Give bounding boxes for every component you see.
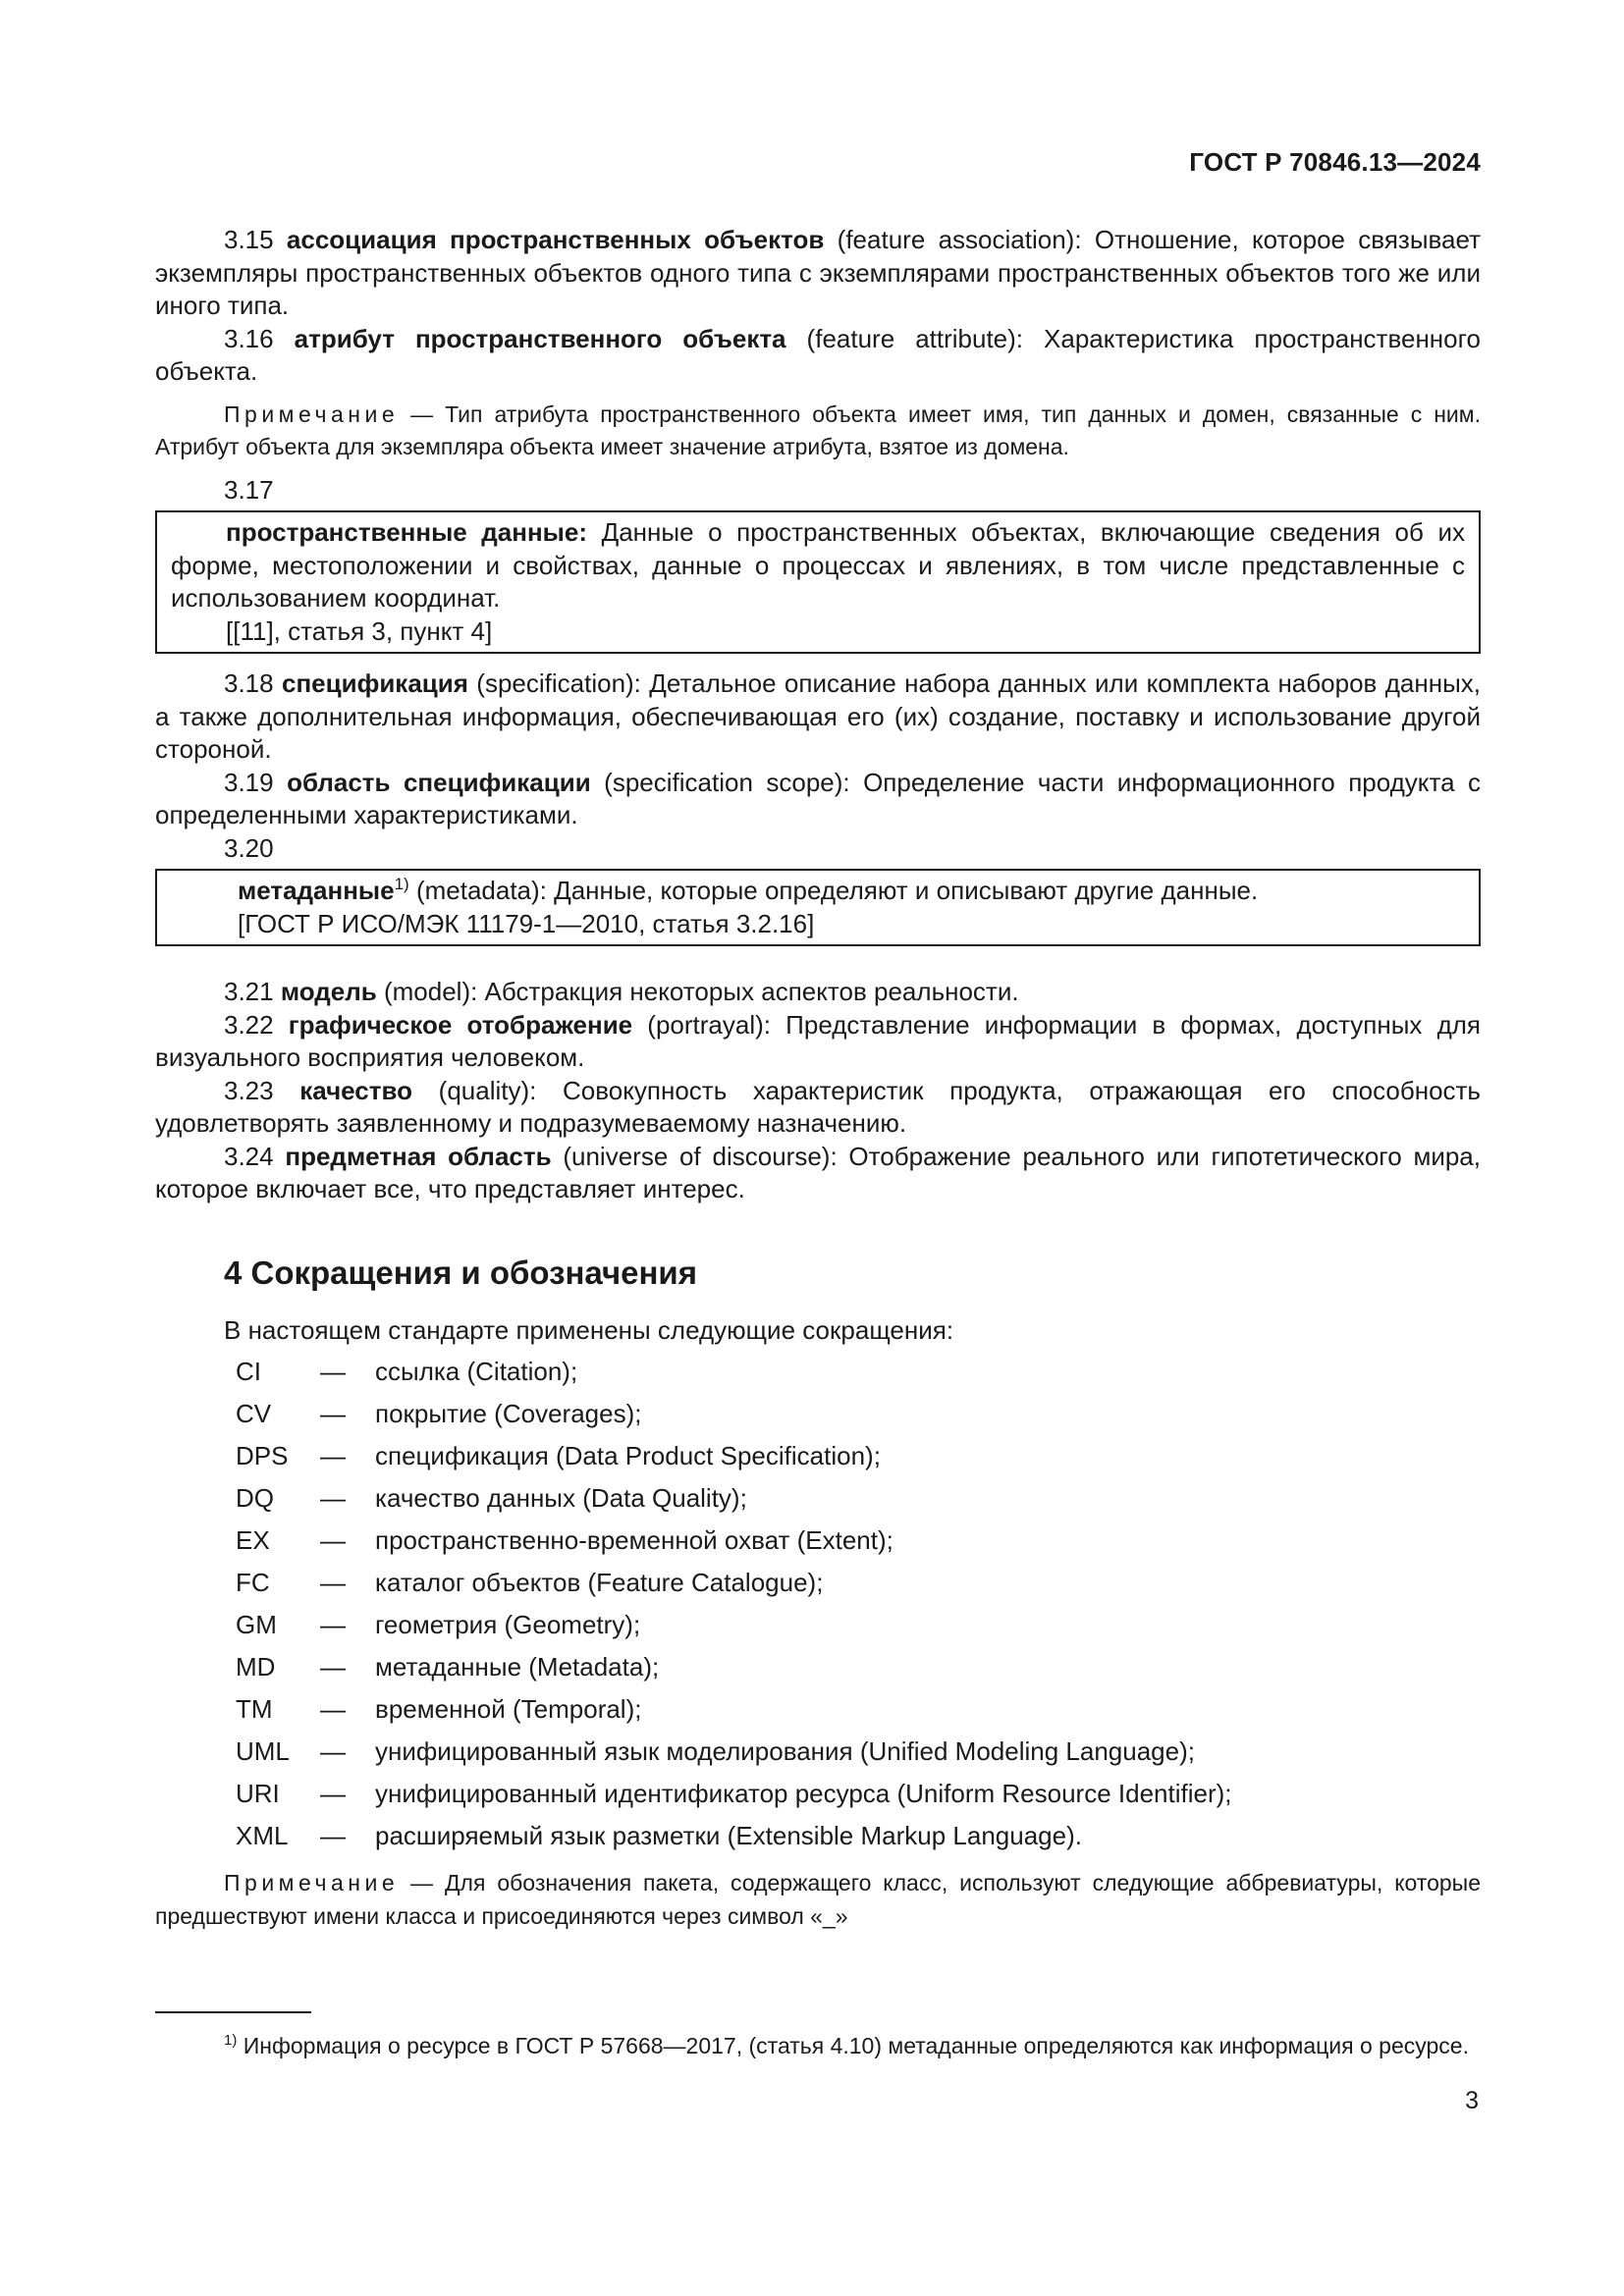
term-number: 3.15 xyxy=(224,225,274,254)
term-definition: (specification): Детальное описание набора данных или комплекта наборов данных, а также дополнительная информация, обеспечивающая его (их) создание, поставку и использование другой стороной. xyxy=(155,668,1481,764)
term-definition: (model): Абстракция некоторых аспектов реальности. xyxy=(376,977,1019,1006)
abbreviation-description: метаданные (Metadata); xyxy=(375,1652,660,1682)
term-3-15 xyxy=(155,224,1481,323)
term-box-3-20 xyxy=(155,869,1481,946)
abbreviation-dash: — xyxy=(320,1483,346,1513)
note-3-16 xyxy=(155,399,1481,464)
note-label: Примечание xyxy=(224,400,400,427)
footnote xyxy=(155,2024,1481,2063)
abbreviation-dash: — xyxy=(320,1525,346,1555)
term-name: графическое отображение xyxy=(288,1009,633,1040)
abbreviations-intro: В настоящем стандарте применены следующие сокращения: xyxy=(224,1314,954,1345)
abbreviation-description: унифицированный язык моделирования (Unified Modeling Language); xyxy=(375,1736,1195,1766)
term-3-18 xyxy=(155,667,1481,767)
term-3-16 xyxy=(155,323,1481,389)
section-heading: 4 Сокращения и обозначения xyxy=(224,1254,697,1291)
abbreviation-code: DQ xyxy=(236,1483,274,1513)
term-definition: (feature attribute): Характеристика пространственного объекта. xyxy=(155,323,1481,386)
abbreviation-dash: — xyxy=(320,1821,346,1850)
abbreviation-dash: — xyxy=(320,1779,346,1808)
abbreviation-dash: — xyxy=(320,1694,346,1724)
abbreviation-row xyxy=(155,1562,1481,1604)
abbreviation-row xyxy=(155,1731,1481,1773)
abbreviation-code: DPS xyxy=(236,1441,289,1470)
abbreviation-row xyxy=(155,1477,1481,1520)
note-label: Примечание xyxy=(224,1870,400,1896)
abbreviation-code: TM xyxy=(236,1694,273,1724)
abbreviation-description: расширяемый язык разметки (Extensible Markup Language). xyxy=(375,1821,1082,1850)
footnote-text: Информация о ресурсе в ГОСТ Р 57668—2017, (статья 4.10) метаданные определяются как информация о ресурсе. xyxy=(237,2033,1469,2058)
footnote-separator xyxy=(155,2011,311,2013)
term-3-23 xyxy=(155,1075,1481,1141)
page-number: 3 xyxy=(1465,2087,1479,2114)
abbreviation-row xyxy=(155,1351,1481,1393)
term-3-19 xyxy=(155,767,1481,832)
abbreviation-description: унифицированный идентификатор ресурса (Uniform Resource Identifier); xyxy=(375,1779,1232,1808)
term-definition: (feature association): Отношение, которое связывает экземпляры пространственных объектов одного типа с экземплярами пространственных объектов того же или иного типа. xyxy=(155,225,1481,320)
term-number: 3.21 xyxy=(224,977,274,1006)
abbreviation-dash: — xyxy=(320,1568,346,1597)
standard-designation: ГОСТ Р 70846.13—2024 xyxy=(1189,147,1481,177)
term-name: модель xyxy=(280,977,377,1006)
document-body xyxy=(155,224,1481,1943)
abbreviation-row xyxy=(155,1815,1481,1857)
term-3-21 xyxy=(155,976,1481,1009)
term-name: область спецификации xyxy=(287,767,591,797)
term-name: спецификация xyxy=(281,668,468,698)
term-name: ассоциация пространственных объектов xyxy=(286,225,825,254)
abbreviation-code: CI xyxy=(236,1357,261,1386)
abbreviation-description: каталог объектов (Feature Catalogue); xyxy=(375,1568,824,1597)
abbreviations-note xyxy=(155,1867,1481,1933)
term-definition: (portrayal): Представление информации в формах, доступных для визуального восприятия человеком. xyxy=(155,1009,1481,1072)
term-definition: (metadata): Данные, которые определяют и описывают другие данные. xyxy=(408,876,1259,905)
term-number: 3.24 xyxy=(224,1141,274,1171)
term-3-24 xyxy=(155,1141,1481,1206)
abbreviation-dash: — xyxy=(320,1441,346,1470)
term-name: качество xyxy=(299,1075,413,1105)
term-3-22 xyxy=(155,1009,1481,1075)
abbreviation-dash: — xyxy=(320,1357,346,1386)
abbreviation-description: временной (Temporal); xyxy=(375,1694,642,1724)
term-source: [ГОСТ Р ИСО/МЭК 11179-1—2010, статья 3.2.16] xyxy=(238,908,815,938)
abbreviation-code: URI xyxy=(236,1779,280,1808)
term-3-20 xyxy=(171,875,1465,908)
term-number: 3.18 xyxy=(224,668,274,698)
term-source: [[11], статья 3, пункт 4] xyxy=(226,615,493,646)
term-number-3-20: 3.20 xyxy=(224,832,274,863)
abbreviation-row xyxy=(155,1646,1481,1688)
abbreviation-row xyxy=(155,1520,1481,1562)
abbreviation-description: геометрия (Geometry); xyxy=(375,1610,641,1639)
abbreviation-description: покрытие (Coverages); xyxy=(375,1399,642,1428)
term-name: пространственные данные: xyxy=(226,517,588,547)
term-number: 3.23 xyxy=(224,1075,274,1105)
abbreviation-code: GM xyxy=(236,1610,277,1639)
abbreviation-dash: — xyxy=(320,1399,346,1428)
term-box-3-17 xyxy=(155,510,1481,654)
footnote-marker: 1) xyxy=(224,2032,238,2049)
abbreviation-description: спецификация (Data Product Specification); xyxy=(375,1441,881,1470)
abbreviation-dash: — xyxy=(320,1736,346,1766)
abbreviation-code: FC xyxy=(236,1568,270,1597)
term-number: 3.19 xyxy=(224,767,274,797)
term-number: 3.22 xyxy=(224,1009,274,1040)
term-number: 3.16 xyxy=(224,323,274,353)
term-name: атрибут пространственного объекта xyxy=(294,323,786,353)
term-name: предметная область xyxy=(285,1141,552,1171)
term-definition: (specification scope): Определение части информационного продукта с определенными характеристиками. xyxy=(155,767,1481,829)
abbreviation-row xyxy=(155,1773,1481,1815)
abbreviations-list xyxy=(155,1351,1481,1857)
abbreviation-description: пространственно-временной охват (Extent); xyxy=(375,1525,893,1555)
abbreviation-description: ссылка (Citation); xyxy=(375,1357,578,1386)
abbreviation-code: CV xyxy=(236,1399,272,1428)
abbreviation-code: UML xyxy=(236,1736,290,1766)
abbreviation-code: MD xyxy=(236,1652,276,1682)
term-definition: (universe of discourse): Отображение реального или гипотетического мира, которое включает все, что представляет интерес. xyxy=(155,1141,1481,1203)
term-definition: (quality): Совокупность характеристик продукта, отражающая его способность удовлетворять заявленному и подразумеваемому назначению. xyxy=(155,1075,1481,1138)
abbreviation-row xyxy=(155,1604,1481,1646)
abbreviation-description: качество данных (Data Quality); xyxy=(375,1483,747,1513)
term-definition: Данные о пространственных объектах, включающие сведения об их форме, местоположении и свойствах, данные о процессах и явлениях, в том числе представленные с использованием координат. xyxy=(171,517,1465,613)
term-3-17 xyxy=(171,516,1465,615)
abbreviation-row xyxy=(155,1435,1481,1477)
term-number-3-17: 3.17 xyxy=(224,474,274,505)
note-text: — Для обозначения пакета, содержащего класс, используют следующие аббревиатуры, которые предшествуют имени класса и присоединяются через символ «_» xyxy=(155,1870,1481,1929)
abbreviation-code: XML xyxy=(236,1821,289,1850)
abbreviation-dash: — xyxy=(320,1610,346,1639)
abbreviation-code: EX xyxy=(236,1525,270,1555)
note-text: — Тип атрибута пространственного объекта имеет имя, тип данных и домен, связанные с ним. Атрибут объекта для экземпляра объекта имеет значение атрибута, взятое из домена. xyxy=(155,400,1481,459)
term-name: метаданные xyxy=(238,876,395,905)
abbreviation-dash: — xyxy=(320,1652,346,1682)
abbreviation-row xyxy=(155,1688,1481,1731)
abbreviation-row xyxy=(155,1393,1481,1435)
footnote-ref: 1) xyxy=(394,875,409,893)
